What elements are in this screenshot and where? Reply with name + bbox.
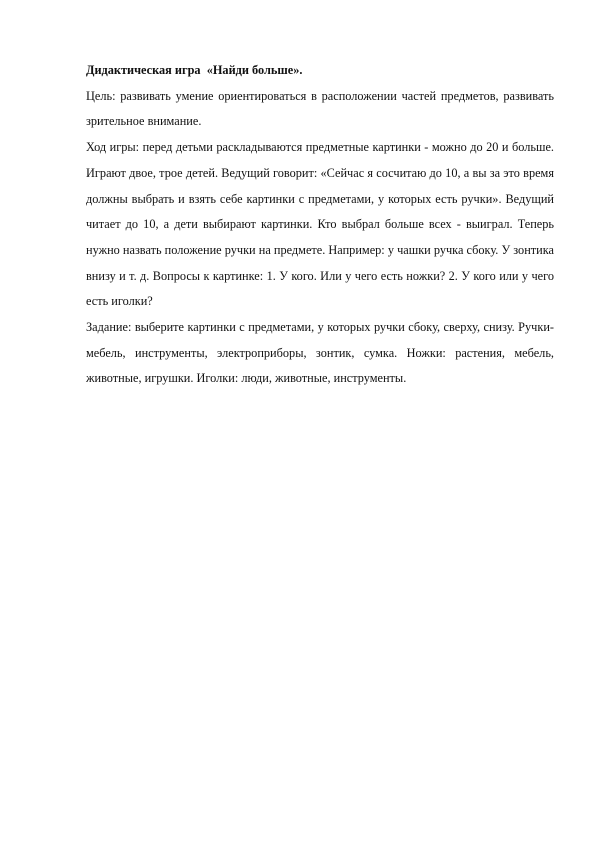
paragraph-task: Задание: выберите картинки с предметами, у которых ручки сбоку, сверху, снизу. Ручки- мебель, инструменты, электроприборы, зонтик, сумка. Ножки: растения, мебель, животные, игрушки. Иголки: люди, животные, инструменты. xyxy=(86,320,554,386)
document-title: Дидактическая игра «Найди больше». xyxy=(86,63,303,77)
paragraph-goal: Цель: развивать умение ориентироваться в расположении частей предметов, развивать зрительное внимание. xyxy=(86,88,554,129)
document-page xyxy=(86,58,554,392)
paragraph-game-process: Ход игры: перед детьми раскладываются предметные картинки - можно до 20 и больше. Играют двое, трое детей. Ведущий говорит: «Сейчас я сосчитаю до 10, а вы за это время должны выбрать и взять себе картинки с предметами, у которых есть ручки». Ведущий читает до 10, а дети выбирают картинки. Кто выбрал больше всех - выиграл. Теперь нужно назвать положение ручки на предмете. Например: у чашки ручка сбоку. У зонтика внизу и т. д. Вопросы к картинке: 1. У кого. Или у чего есть ножки? 2. У кого или у чего есть иголки? xyxy=(86,140,554,309)
